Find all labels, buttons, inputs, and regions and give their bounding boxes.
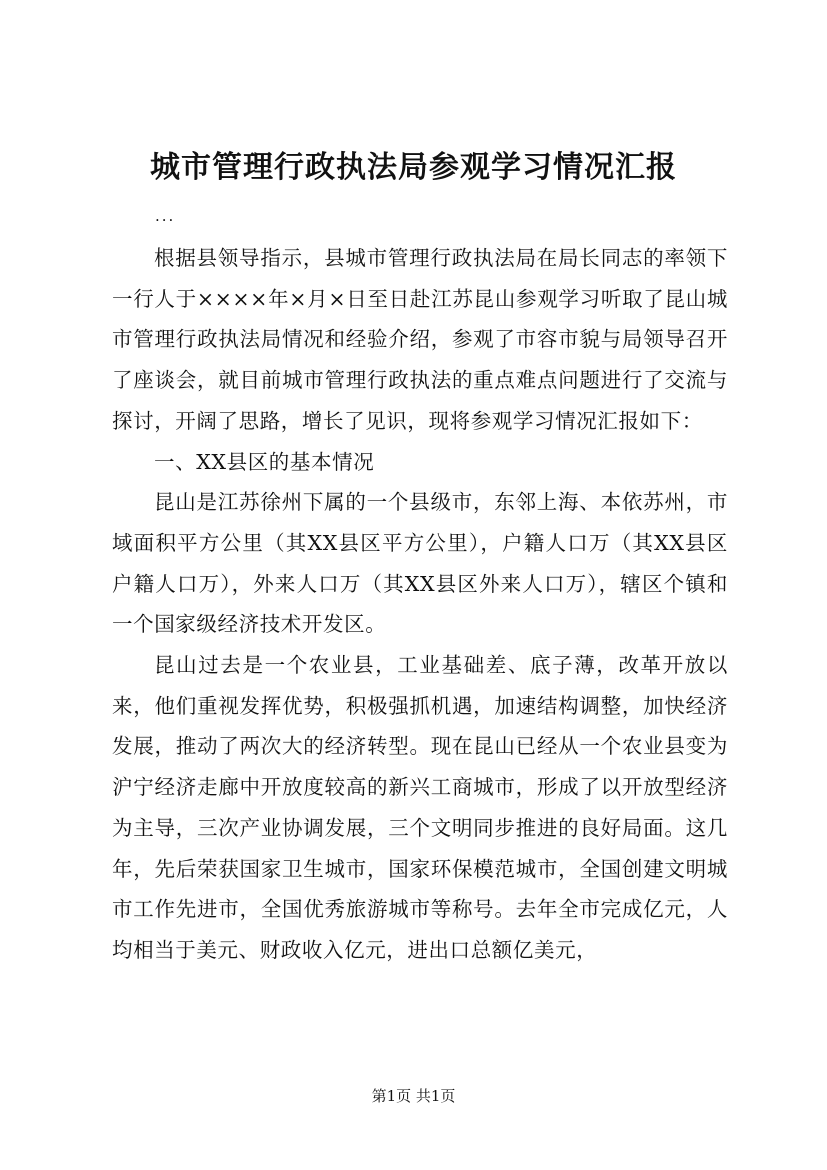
- ellipsis-marker: ...: [155, 207, 176, 225]
- section-heading: 一、XX县区的基本情况: [154, 449, 375, 474]
- document-body: [112, 238, 728, 971]
- paragraph-development: 昆山过去是一个农业县，工业基础差、底子薄，改革开放以来，他们重视发挥优势，积极强抓机遇，加速结构调整，加快经济发展，推动了两次大的经济转型。现在昆山已经从一个农业县变为沪宁经济走廊中开放度较高的新兴工商城市，形成了以开放型经济为主导，三次产业协调发展，三个文明同步推进的良好局面。这几年，先后荣获国家卫生城市，国家环保模范城市，全国创建文明城市工作先进市，全国优秀旅游城市等称号。去年全市完成亿元，人均相当于美元、财政收入亿元，进出口总额亿美元，: [112, 653, 728, 962]
- paragraph-overview: 昆山是江苏徐州下属的一个县级市，东邻上海、本依苏州，市域面积平方公里（其XX县区平方公里），户籍人口万（其XX县区户籍人口万），外来人口万（其XX县区外来人口万），辖区个镇和一个国家级经济技术开发区。: [112, 490, 728, 637]
- paragraph-intro: 根据县领导指示，县城市管理行政执法局在局长同志的率领下一行人于××××年×月×日至日赴江苏昆山参观学习听取了昆山城市管理行政执法局情况和经验介绍，参观了市容市貌与局领导召开了座谈会，就目前城市管理行政执法的重点难点问题进行了交流与探讨，开阔了思路，增长了见识，现将参观学习情况汇报如下：: [112, 246, 728, 433]
- page-footer: 第1页 共1页: [371, 1087, 456, 1105]
- document-title: 城市管理行政执法局参观学习情况汇报: [150, 150, 677, 185]
